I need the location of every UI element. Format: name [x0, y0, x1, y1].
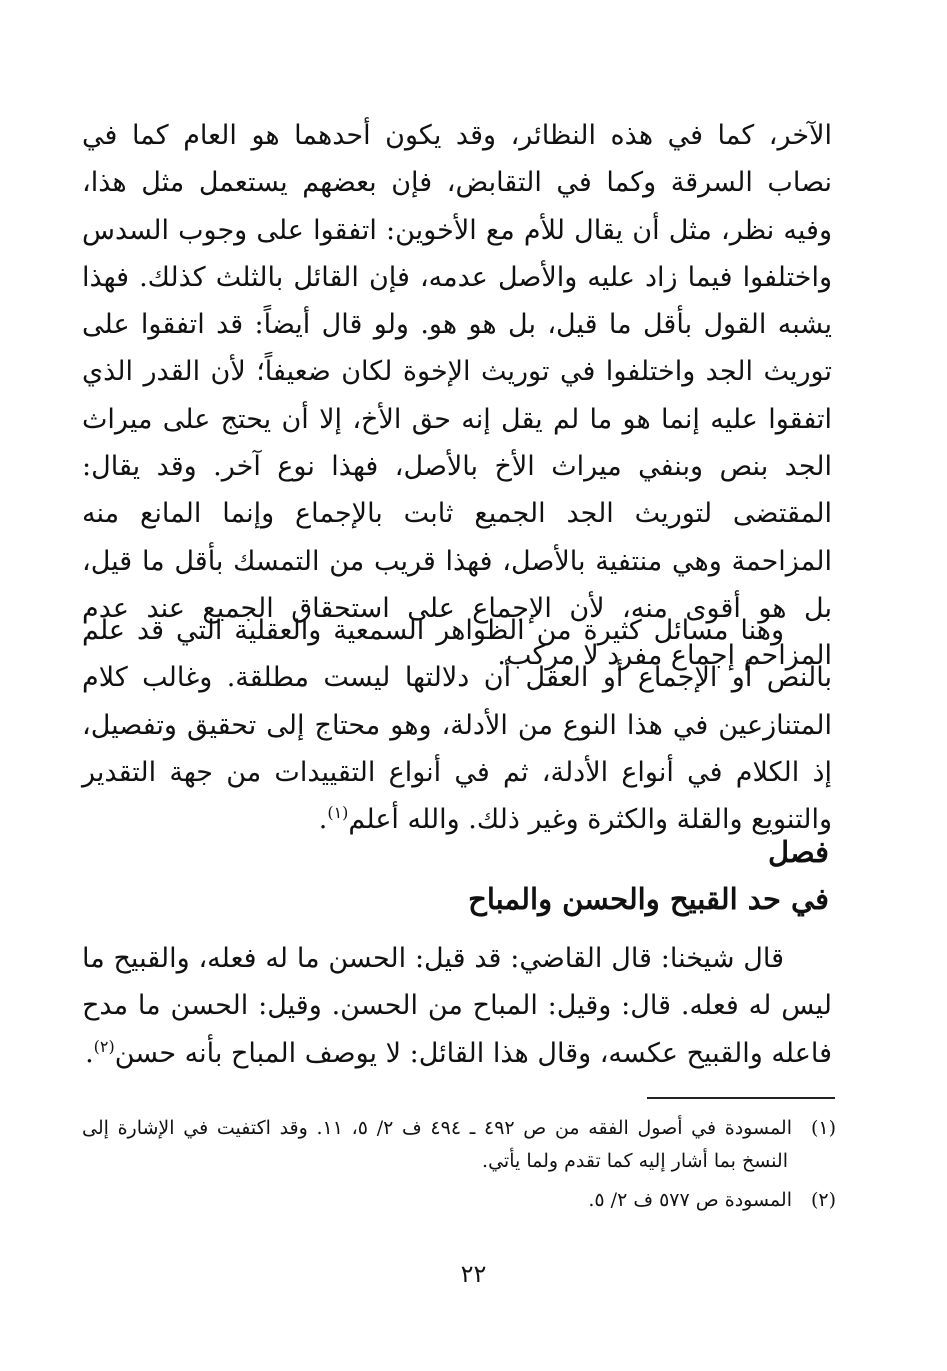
- footnote-ref-1: (١): [327, 803, 349, 823]
- section-heading: فصل: [768, 835, 829, 869]
- paragraph-2-text: وهنا مسائل كثيرة من الظواهر السمعية والعقلية التي قد علم بالنص أو الإجماع أو العقل أن دلالتها ليست مطلقة. وغالب كلام المتنازعين في هذا النوع من الأدلة، وهو محتاج إلى تحقيق وتفصيل، إذ الكلام في أنواع الأدلة، ثم في أنواع التقييدات من جهة التقدير والتنويع والقلة والكثرة وغير ذلك. والله أعلم: [82, 615, 832, 836]
- footnote-divider: [647, 1097, 835, 1099]
- body-paragraph-1: الآخر، كما في هذه النظائر، وقد يكون أحدهما هو العام كما في نصاب السرقة وكما في التقابض، فإن بعضهم يستعمل مثل هذا، وفيه نظر، مثل أن يقال للأم مع الأخوين: اتفقوا على وجوب السدس واختلفوا فيما زاد عليه والأصل عدمه، فإن القائل بالثلث كذلك. فهذا يشبه القول بأقل ما قيل، بل هو هو. ولو قال أيضاً: قد اتفقوا على توريث الجد واختلفوا في توريث الإخوة لكان ضعيفاً؛ لأن القدر الذي اتفقوا عليه إنما هو ما لم يقل إنه حق الأخ، إلا أن يحتج على ميراث الجد بنص وبنفي ميراث الأخ بالأصل، فهذا نوع آخر. وقد يقال: المقتضى لتوريث الجد الجميع ثابت بالإجماع وإنما المانع منه المزاحمة وهي منتفية بالأصل، فهذا قريب من التمسك بأقل ما قيل، بل هو أقوى منه، لأن الإجماع على استحقاق الجميع عند عدم المزاحم إجماع مفرد لا مركب.: [82, 120, 832, 672]
- footnote-1-text: المسودة في أصول الفقه من ص ٤٩٢ ـ ٤٩٤ ف ٢/ ٥، ١١. وقد اكتفيت في الإشارة إلى النسخ بما أشار إليه كما تقدم ولما يأتي.: [82, 1117, 793, 1172]
- footnote-2-text: المسودة ص ٥٧٧ ف ٢/ ٥.: [588, 1189, 792, 1211]
- paragraph-3-end: .: [85, 1037, 94, 1069]
- section-subheading: في حد القبيح والحسن والمباح: [468, 882, 829, 916]
- footnote-2: [82, 1184, 836, 1217]
- footnote-1: [82, 1112, 836, 1178]
- page-number: ٢٢: [460, 1260, 487, 1288]
- body-paragraph-2: [82, 607, 832, 843]
- footnote-ref-2: (٢): [93, 1036, 115, 1056]
- footnote-1-number: (١): [810, 1117, 837, 1139]
- paragraph-2-end: .: [318, 804, 328, 836]
- footnotes-section: [82, 1112, 836, 1223]
- paragraph-3-text: قال شيخنا: قال القاضي: قد قيل: الحسن ما له فعله، والقبيح ما ليس له فعله. قال: وقيل: المباح من الحسن. وقيل: الحسن ما مدح فاعله والقبيح عكسه، وقال هذا القائل: لا يوصف المباح بأنه حسن: [82, 943, 832, 1069]
- footnote-2-number: (٢): [810, 1189, 836, 1211]
- body-paragraph-3: [82, 935, 832, 1077]
